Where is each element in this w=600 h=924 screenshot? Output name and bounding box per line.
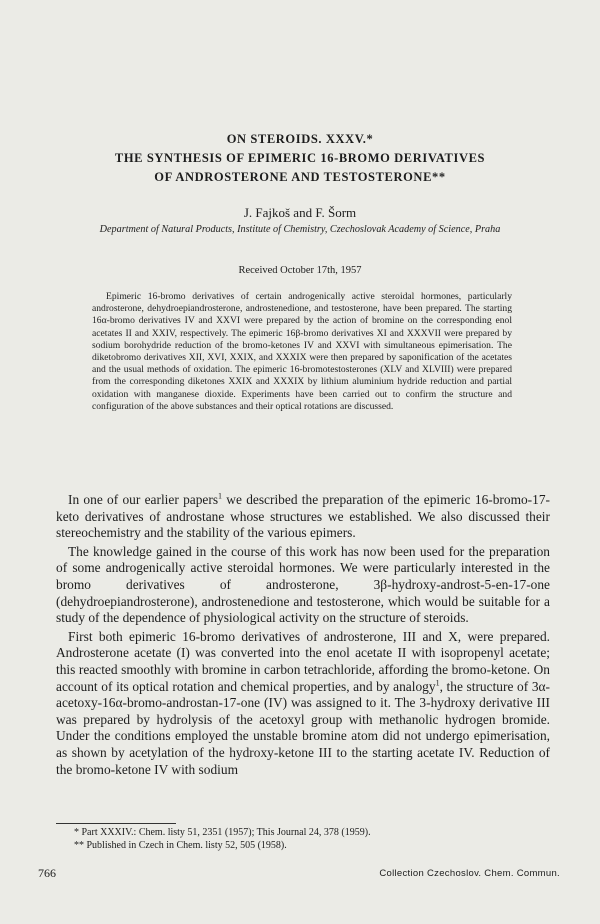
citation-ref: 1: [435, 678, 440, 688]
received-date: Received October 17th, 1957: [238, 265, 362, 276]
journal-name: Collection Czechoslov. Chem. Commun.: [379, 868, 560, 879]
paper-title: [0, 130, 600, 187]
footnote-2: ** Published in Czech in Chem. listy 52, 505 (1958).: [74, 840, 287, 851]
paragraph-2: The knowledge gained in the course of this work has now been used for the preparation of some androgenically active steroidal hormones. We were particularly interested in the bromo derivatives of androsterone, 3β-hydroxy-androst-5-en-17-one (dehydroepiandrosterone), androstenedione and testosterone, which would be suitable for a study of the dependence of physiological activity on the structure of steroids.: [56, 543, 550, 626]
footnotes: [74, 826, 544, 852]
series-title: ON STEROIDS. XXXV.*: [226, 132, 374, 146]
affiliation: Department of Natural Products, Institute of Chemistry, Czechoslovak Academy of Science, Praha: [99, 224, 501, 235]
paragraph-1-text-b: we described the preparation of the epimeric 16-bromo-17-keto derivatives of androstane whose structures we established. We also discussed their stereochemistry and the stability of the various epimers.: [56, 492, 550, 541]
abstract: [92, 291, 512, 413]
citation-ref: 1: [218, 491, 223, 501]
title-line-2: OF ANDROSTERONE AND TESTOSTERONE**: [154, 170, 446, 184]
abstract-text: Epimeric 16-bromo derivatives of certain androgenically active steroidal hormones, particularly androsterone, dehydroepiandrosterone, androstenedione, and testosterone, have been prepared. The starting 16α-bromo derivatives IV and XXVI were prepared by the action of bromine on the corresponding enol acetates II and XXIV, respectively. The epimeric 16β-bromo derivatives XI and XXXVII were prepared by sodium borohydride reduction of the bromo-ketones IV and XXVI with simultaneous epimerisation. The diketobromo derivatives XII, XVI, XXIX, and XXXIX were then prepared by saponification of the acetates and the usual methods of oxidation. The epimeric 16-bromotestosterones (XLV and XLVIII) were prepared from the corresponding diketones XXIX and XXXIX by lithium aluminium hydride reduction and partial oxidation with manganese dioxide. Experiments have been carried out to confirm the structure and configuration of the above substances and their optical rotations are discussed.: [92, 291, 512, 412]
paragraph-3: [56, 629, 550, 778]
paragraph-3-text-a: First both epimeric 16-bromo derivatives of androsterone, III and X, were prepared. Androsterone acetate (I) was converted into the enol acetate II with isopropenyl acetate; this reacted smoothly with bromine in carbon tetrachloride, affording the bromo-ketone. On account of its optical rotation and chemical properties, and by analogy: [56, 628, 550, 694]
paragraph-1-text-a: In one of our earlier papers: [68, 492, 219, 507]
title-line-1: THE SYNTHESIS OF EPIMERIC 16-BROMO DERIVATIVES: [114, 151, 486, 165]
page-number: 766: [38, 866, 56, 880]
footnote-divider: [56, 823, 176, 824]
paragraph-1: [56, 492, 550, 542]
authors: J. Fajkoš and F. Šorm: [243, 205, 357, 220]
main-text: [56, 492, 550, 780]
footnote-1: * Part XXXIV.: Chem. listy 51, 2351 (1957); This Journal 24, 378 (1959).: [74, 827, 371, 838]
paragraph-3-text-b: , the structure of 3α-acetoxy-16α-bromo-androstan-17-one (IV) was assigned to it. The 3-hydroxy derivative III was prepared by hydrolysis of the acetoxyl group with methanolic hydrogen bromide. Under the conditions employed the unstable bromine atom did not undergo epimerisation, as shown by acetylation of the hydroxy-ketone III to the starting acetate IV. Reduction of the bromo-ketone IV with sodium: [56, 678, 550, 777]
